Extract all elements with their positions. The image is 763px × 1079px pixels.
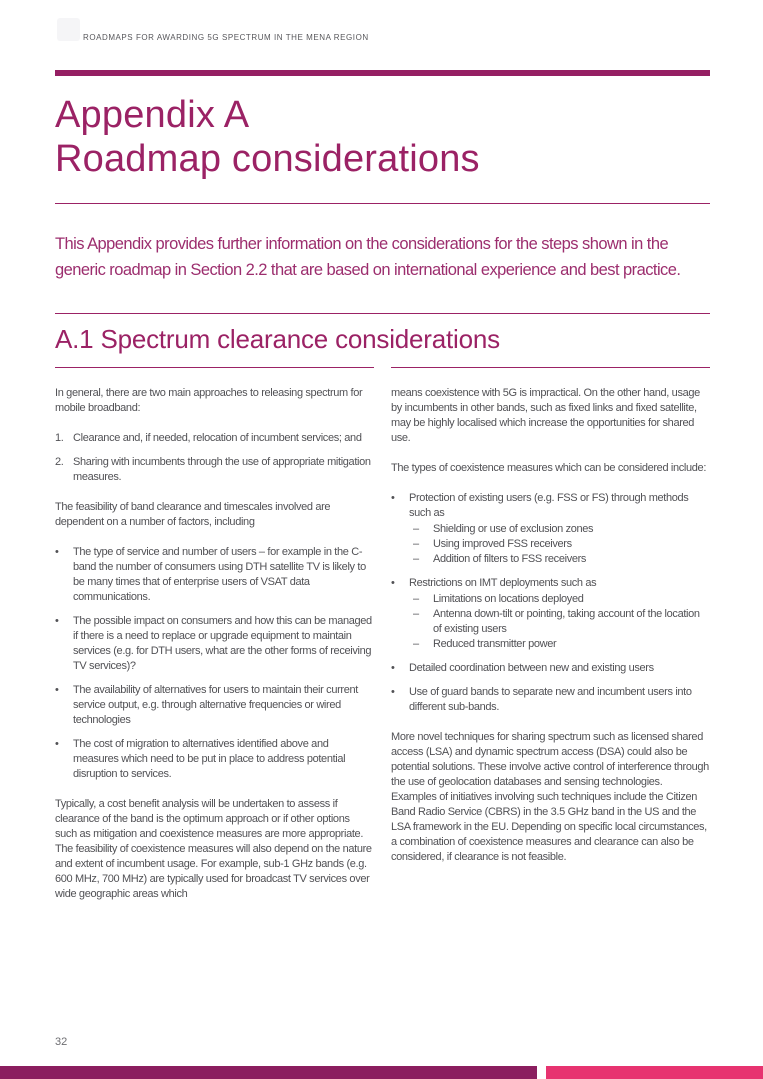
left-column <box>55 386 374 902</box>
bullet-list <box>55 545 374 782</box>
right-column <box>391 386 710 902</box>
section-heading: A.1 Spectrum clearance considerations <box>55 324 500 354</box>
body-columns <box>55 386 710 902</box>
paragraph: means coexistence with 5G is impractical. On the other hand, usage by incumbents in other bands, such as fixed links and fixed satellite, may be highly localised which increase the opportunities for shared use. <box>391 387 700 444</box>
sub-list-item-text: Reduced transmitter power <box>433 638 557 650</box>
list-item-text: Restrictions on IMT deployments such as <box>409 577 597 589</box>
list-item <box>55 455 374 485</box>
page-number: 32 <box>55 1036 68 1048</box>
bullet-marker: • <box>55 684 59 696</box>
list-item-group <box>391 576 710 652</box>
list-item <box>391 661 710 676</box>
sub-list <box>409 522 710 567</box>
sub-list-item-text: Using improved FSS receivers <box>433 538 572 550</box>
sub-list-item-text: Shielding or use of exclusion zones <box>433 523 594 535</box>
intro-paragraph: This Appendix provides further information on the considerations for the steps shown in the generic roadmap in Section 2.2 that are based on international experience and best practice. <box>55 235 681 279</box>
numbered-list <box>55 431 374 485</box>
title-rule-thin <box>55 203 710 204</box>
sub-list-item-text: Antenna down-tilt or pointing, taking account of the location of existing users <box>433 608 700 635</box>
bullet-marker: • <box>55 615 59 627</box>
column-rule-right <box>391 367 710 368</box>
footer-bar-dark <box>0 1066 537 1079</box>
list-item <box>55 431 374 446</box>
list-item-text: The availability of alternatives for users to maintain their current service output, e.g. through alternative frequencies or wired technologies <box>73 684 358 726</box>
list-item <box>391 491 710 521</box>
number-marker: 2. <box>55 456 64 468</box>
paragraph: More novel techniques for sharing spectrum such as licensed shared access (LSA) and dynamic spectrum access (DSA) could also be potential solutions. These involve active control of interference through the use of geolocation databases and sensing technologies. Examples of initiatives involving such techniques include the Citizen Band Radio Service (CBRS) in the 3.5 GHz band in the US and the LSA framework in the EU. Depending on specific local circumstances, a combination of coexistence measures and clearance can also be considered, if clearance is not feasible. <box>391 731 709 863</box>
list-item-text: Use of guard bands to separate new and incumbent users into different sub-bands. <box>409 686 692 713</box>
bullet-list <box>391 491 710 715</box>
header-corner-mark <box>57 18 80 41</box>
bullet-marker: • <box>55 738 59 750</box>
paragraph: Typically, a cost benefit analysis will be undertaken to assess if clearance of the band is the optimum approach or if other options such as mitigation and coexistence measures are more appropriate. The feasibility of coexistence measures will also depend on the nature and extent of incumbent usage. For example, sub-1 GHz bands (e.g. 600 MHz, 700 MHz) are typically used for broadcast TV services over wide geographic areas which <box>55 798 372 900</box>
sub-list-item <box>409 537 710 552</box>
running-header-text: ROADMAPS FOR AWARDING 5G SPECTRUM IN THE MENA REGION <box>83 33 369 42</box>
dash-marker: – <box>413 523 419 535</box>
list-item-text: Sharing with incumbents through the use of appropriate mitigation measures. <box>73 456 371 483</box>
list-item-text: The type of service and number of users – for example in the C-band the number of consumers using DTH satellite TV is likely to be many times that of enterprise users of VSAT data communications. <box>73 546 366 603</box>
sub-list <box>409 592 710 652</box>
column-rule-left <box>55 367 374 368</box>
list-item-group <box>391 491 710 567</box>
sub-list-item-text: Addition of filters to FSS receivers <box>433 553 587 565</box>
page-title-line2: Roadmap considerations <box>55 138 480 180</box>
paragraph: The types of coexistence measures which can be considered include: <box>391 462 707 474</box>
dash-marker: – <box>413 638 419 650</box>
list-item <box>55 683 374 728</box>
list-item <box>391 685 710 715</box>
footer-bar-pink <box>546 1066 763 1079</box>
sub-list-item <box>409 607 710 637</box>
sub-list-item-text: Limitations on locations deployed <box>433 593 584 605</box>
column-rules <box>55 367 710 368</box>
dash-marker: – <box>413 593 419 605</box>
bullet-marker: • <box>391 662 395 674</box>
sub-list-item <box>409 552 710 567</box>
list-item <box>55 545 374 605</box>
list-item-text: The possible impact on consumers and how this can be managed if there is a need to replace or upgrade equipment to maintain services (e.g. for DTH users, what are the other forms of receiving TV services)? <box>73 615 372 672</box>
sub-list-item <box>409 522 710 537</box>
bullet-marker: • <box>391 577 395 589</box>
list-item <box>391 576 710 591</box>
paragraph: In general, there are two main approaches to releasing spectrum for mobile broadband: <box>55 387 363 414</box>
page-title-line1: Appendix A <box>55 94 250 136</box>
page-title <box>55 93 710 181</box>
bullet-marker: • <box>391 686 395 698</box>
sub-list-item <box>409 592 710 607</box>
running-header <box>55 0 710 70</box>
dash-marker: – <box>413 553 419 565</box>
bullet-marker: • <box>391 492 395 504</box>
list-item-text: Detailed coordination between new and existing users <box>409 662 654 674</box>
section-rule-top <box>55 313 710 314</box>
number-marker: 1. <box>55 432 64 444</box>
list-item <box>55 737 374 782</box>
dash-marker: – <box>413 608 419 620</box>
list-item <box>55 614 374 674</box>
list-item-text: Protection of existing users (e.g. FSS or FS) through methods such as <box>409 492 689 519</box>
dash-marker: – <box>413 538 419 550</box>
sub-list-item <box>409 637 710 652</box>
paragraph: The feasibility of band clearance and timescales involved are dependent on a number of factors, including <box>55 501 331 528</box>
list-item-text: The cost of migration to alternatives identified above and measures which need to be put in place to address potential disruption to services. <box>73 738 346 780</box>
title-rule-thick <box>55 70 710 76</box>
list-item-text: Clearance and, if needed, relocation of incumbent services; and <box>73 432 362 444</box>
bullet-marker: • <box>55 546 59 558</box>
